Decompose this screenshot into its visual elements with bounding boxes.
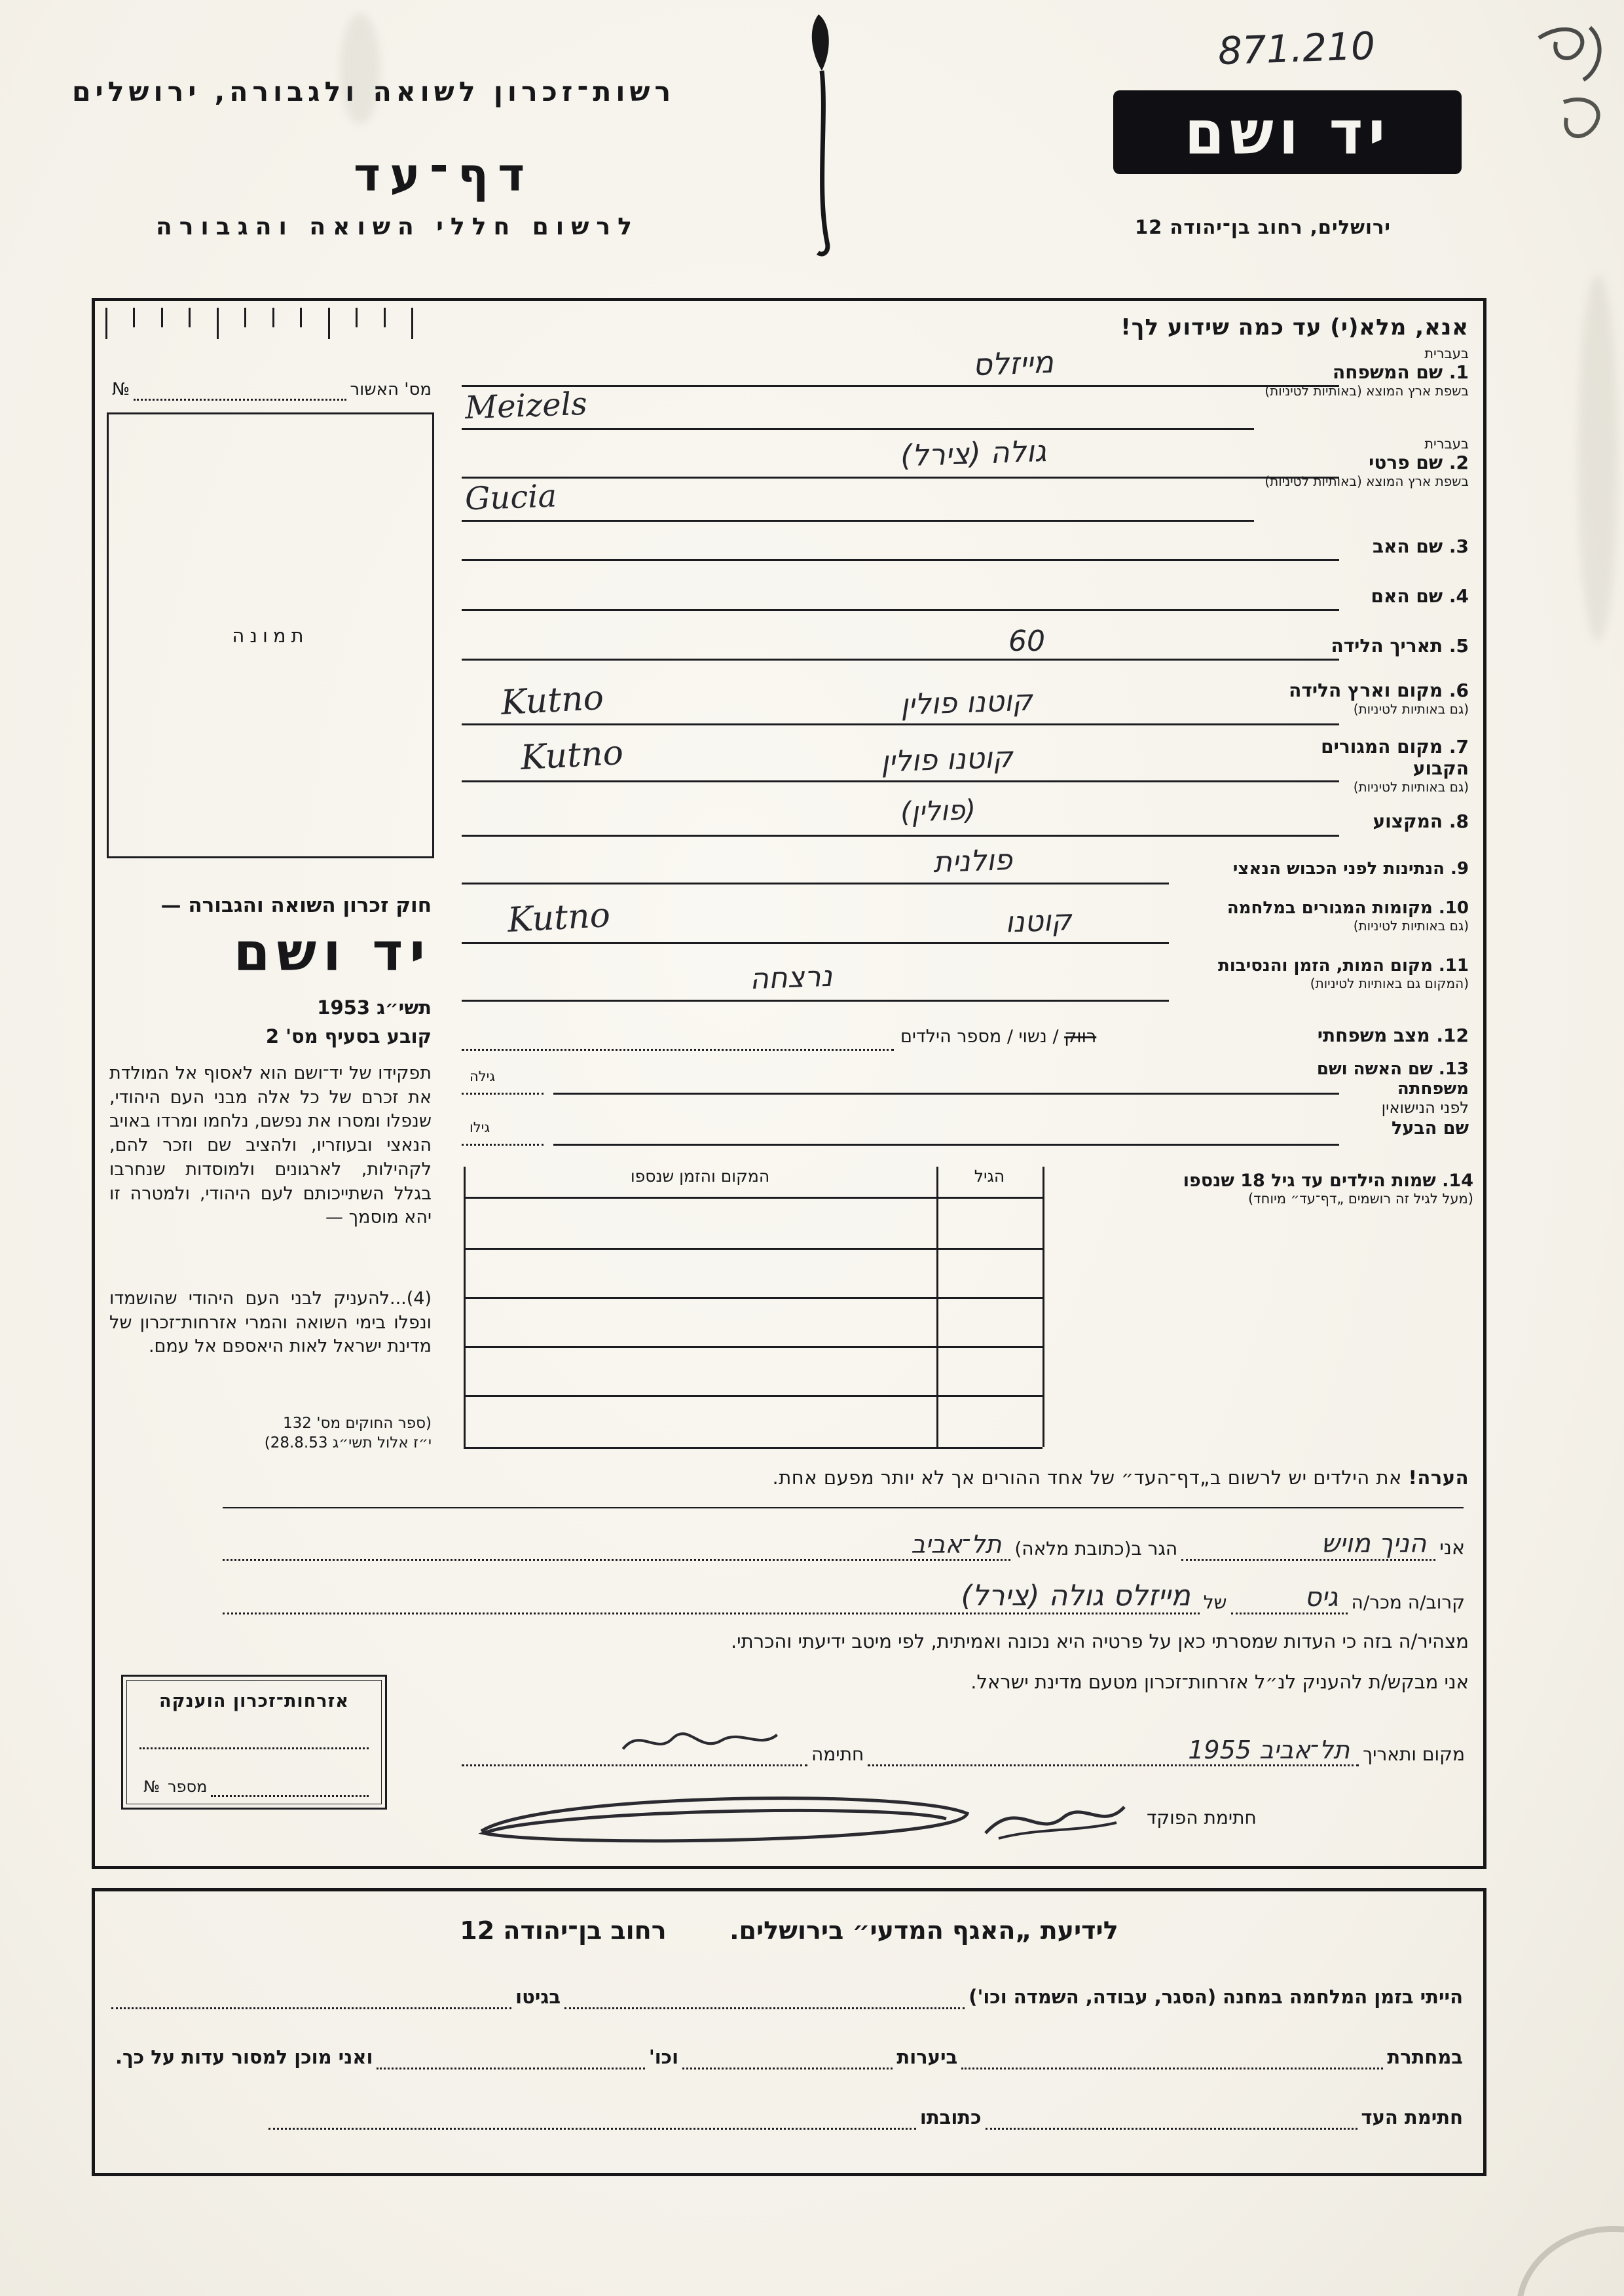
law-clause-line: קובע בסעיף מס' 2 — [265, 1025, 432, 1048]
law-body: תפקידו של יד־ושם הוא לאסוף אל המולדת את זכרם של כל אלה מבני העם היהודי, שנפלו ומסרו את נפשם, נלחמו ומרדו באויב הנאצי ובעוזריו, ולהציב שם וזכר להם, לקהילות, לארגונים ולמוסדות שנחרבו בגלל השתייכותם לעם היהודי, ולמטרה זו יהא מוסמך — — [109, 1063, 432, 1228]
handwritten-surname-hebrew: מייזלס — [972, 344, 1054, 383]
clerk-signature-scribble — [979, 1794, 1130, 1849]
field-11-label: 11. מקום המות, הזמן והנסיבות — [1218, 956, 1469, 975]
witness-signature-blank — [986, 2124, 1357, 2130]
photo-box — [107, 412, 434, 858]
writing-line — [462, 385, 1339, 387]
table-line — [464, 1297, 1043, 1299]
ghetto-label: בגיטו — [515, 1986, 561, 2008]
children-table-col-age: הגיל — [974, 1167, 1005, 1186]
signature-label: חתימה — [811, 1743, 864, 1765]
writing-line — [553, 1093, 1339, 1095]
main-form — [92, 298, 1486, 1869]
table-line — [464, 1197, 1043, 1199]
handwritten-birthplace-hebrew: קוטנו פולין — [900, 683, 1033, 722]
handwritten-declarant-address: תל־אביב — [911, 1530, 1002, 1559]
of-label: של — [1203, 1592, 1227, 1613]
separator-rule — [223, 1507, 1464, 1508]
clerk-signature-label: חתימת הפוקד — [1147, 1807, 1257, 1829]
option-married-children: / נשוי / מספר הילדים — [900, 1027, 1059, 1047]
agency-name: רשות־זכרון לשואה ולגבורה, ירושלים — [72, 76, 676, 107]
photo-label: תמונה — [232, 624, 309, 647]
witness-address-label: כתובתו — [919, 2106, 982, 2128]
ready-to-testify-label: ואני מוכן למסור עדות על כך. — [115, 2046, 373, 2068]
approval-number-label: מס' האשור — [350, 380, 432, 399]
etc-label: וכו' — [648, 2046, 679, 2068]
writing-line — [462, 659, 1339, 661]
field-6-sub: (גם באותיות לטיניות) — [1353, 701, 1469, 717]
field-14-sub: (מעל לגיל זה רושמים „דף־עד״ מיוחד) — [1247, 1191, 1473, 1207]
writing-line — [553, 1144, 1339, 1146]
serial-number-handwritten: 871.210 — [1217, 23, 1376, 74]
handwritten-wartime-residence-latin: Kutno — [506, 895, 612, 941]
relation-row — [223, 1580, 1469, 1614]
age-blank — [462, 1144, 544, 1146]
citizenship-blank — [139, 1747, 369, 1749]
note-head: הערה! — [1408, 1467, 1469, 1489]
form-title: דף־עד — [354, 148, 534, 202]
field-10-sub: (גם באותיות לטיניות) — [1353, 918, 1469, 934]
field-12-options — [900, 1027, 1096, 1047]
scan-artifact-streak — [789, 7, 855, 264]
field-9-label: 9. הנתינות לפני הכבוש הנאצי — [1232, 859, 1469, 879]
oval-scribble — [462, 1782, 986, 1857]
field-7-sub: (גם באותיות לטיניות) — [1353, 779, 1469, 795]
field-2-sub-bottom: בשפת ארץ המוצא (באותיות לטיניות) — [1264, 473, 1469, 489]
field-10-label: 10. מקומות המגורים במלחמה — [1227, 898, 1469, 918]
law-clause4: (4)...להעניק לבני העם היהודי שהושמדו ונפלו בימי השואה והמרי אזרחות־זכרון של מדינת ישראל לאות היאספם אל עמם. — [109, 1288, 432, 1357]
handwritten-profession: (פולין) — [900, 793, 976, 828]
margin-scribbles — [1526, 16, 1617, 162]
scientific-dept-section — [92, 1888, 1486, 2176]
note-line — [773, 1467, 1469, 1489]
yad-vashem-law-logo: יד ושם — [233, 922, 432, 983]
writing-line — [462, 780, 1339, 782]
law-footnote — [109, 1414, 432, 1453]
field-2-label: 2. שם פרטי — [1369, 452, 1469, 473]
table-rule — [1043, 1167, 1044, 1447]
relation-label: קרוב/ה מכר/ה — [1351, 1592, 1465, 1613]
citizenship-box — [121, 1675, 387, 1810]
field-5-label: 5. תאריך הלידה — [1331, 635, 1469, 657]
underground-forests-row — [111, 2038, 1467, 2069]
underground-blank — [961, 2064, 1383, 2069]
handwritten-subject-name: מייזלס גולה (צירל) — [961, 1579, 1190, 1613]
place-date-blank — [868, 1736, 1359, 1766]
writing-line — [462, 1049, 894, 1051]
etc-blank — [377, 2064, 644, 2069]
field-11-label-block — [1187, 956, 1469, 991]
logo-address: ירושלים, רחוב בן־יהודה 12 — [1135, 216, 1391, 238]
scan-smudge — [1578, 275, 1617, 642]
scientific-dept-title-main: לידיעת „האגף המדעי״ בירושלים. — [729, 1916, 1118, 1945]
field-3-label: 3. שם האב — [1372, 536, 1469, 557]
writing-line — [462, 835, 1339, 837]
table-line — [464, 1346, 1043, 1348]
handwritten-death-circumstances: נרצחה — [749, 959, 833, 996]
scan-smudge — [341, 13, 380, 124]
handwritten-surname-latin: Meizels — [464, 385, 588, 427]
resident-label: הגר ב(כתובת מלאה) — [1014, 1538, 1178, 1559]
place-date-label: מקום ותאריך — [1363, 1743, 1465, 1765]
law-title: חוק זכרון השואה והגבורה — — [160, 894, 432, 917]
option-single: רווק — [1064, 1027, 1097, 1047]
table-rule — [464, 1167, 466, 1447]
citizenship-title: אזרחות־זכרון הוענקה — [159, 1691, 349, 1711]
field-11-sub: (המקום גם באותיות לטיניות) — [1310, 975, 1469, 991]
declaration-statement-2: אני מבקש/ת להעניק לנ״ל אזרחות־זכרון מטעם מדינת ישראל. — [970, 1671, 1469, 1693]
forests-blank — [682, 2064, 893, 2069]
writing-line — [462, 609, 1339, 611]
yad-vashem-logo — [1113, 90, 1462, 174]
declarant-row — [223, 1531, 1469, 1561]
writing-line — [462, 723, 1339, 725]
field-2-label-block — [1259, 436, 1469, 489]
age-blank — [462, 1093, 544, 1095]
table-line — [464, 1447, 1043, 1449]
handwritten-birthplace-latin: Kutno — [500, 678, 605, 723]
field-12-label: 12. מצב משפחתי — [1317, 1025, 1469, 1046]
field-2-sub-top: בעברית — [1424, 436, 1469, 452]
field-1-sub-bottom: בשפת ארץ המוצא (באותיות לטיניות) — [1264, 383, 1469, 399]
citizenship-number-row — [139, 1772, 369, 1797]
handwritten-residence-latin: Kutno — [519, 733, 625, 778]
field-10-label-block — [1187, 898, 1469, 934]
camp-label: הייתי בזמן המלחמה במחנה (הסגר, עבודה, השמדה וכו') — [969, 1986, 1463, 2008]
yad-vashem-logo-text: יד ושם — [1184, 96, 1391, 168]
field-7-label-block — [1259, 736, 1469, 795]
form-subtitle: לרשום חללי השואה והגבורה — [156, 213, 639, 240]
table-rule — [936, 1167, 938, 1447]
handwritten-place-date: תל־אביב 1955 — [1188, 1736, 1350, 1764]
handwritten-birth-date: 60 — [1008, 625, 1045, 658]
i-label: אני — [1439, 1537, 1465, 1559]
handwritten-nationality: פולנית — [932, 843, 1013, 880]
writing-line — [462, 1000, 1169, 1002]
husband-age-label: גילו — [470, 1120, 490, 1135]
field-1-label-block — [1259, 346, 1469, 399]
ghetto-blank — [111, 2003, 511, 2009]
approval-number-row — [108, 374, 435, 401]
field-14-label-block — [1054, 1171, 1473, 1207]
table-line — [464, 1248, 1043, 1250]
husband-name-label: שם הבעל — [1391, 1118, 1469, 1139]
field-4-label: 4. שם האם — [1371, 585, 1469, 607]
children-table-col-place: המקום והזמן שנספו — [630, 1167, 770, 1186]
declarant-address-blank — [223, 1530, 1010, 1561]
law-footnote-line1: (ספר החוקים מס' 132 — [283, 1415, 432, 1432]
numero-sign: № — [143, 1777, 160, 1796]
writing-line — [462, 559, 1339, 561]
citizenship-number-label: מספר — [167, 1777, 208, 1796]
ruler-ticks — [105, 308, 413, 340]
wife-age-label: גילה — [470, 1068, 496, 1084]
handwritten-relation: גיס — [1304, 1582, 1338, 1613]
scan-artifact-corner — [1516, 2226, 1624, 2296]
place-date-signature-row — [462, 1727, 1469, 1766]
writing-line — [462, 520, 1254, 522]
field-13-label2: לפני הנישואין — [1381, 1099, 1469, 1117]
field-13-label: 13. שם האשה ושם משפחתה — [1316, 1059, 1469, 1099]
handwritten-firstname-hebrew: גולה (צירל) — [900, 433, 1047, 473]
scientific-dept-title-address: רחוב בן־יהודה 12 — [460, 1916, 667, 1945]
field-14-label: 14. שמות הילדים עד גיל 18 שנספו — [1183, 1171, 1473, 1191]
citizenship-number-blank — [211, 1791, 369, 1797]
declaration-statement-1: מצהיר/ה בזה כי העדות שמסרתי כאן על פרטיה היא נכונה ואמיתית, לפי מיטב ידיעתי והכרתי. — [730, 1630, 1469, 1652]
scientific-dept-title — [95, 1916, 1483, 1945]
writing-line — [462, 883, 1169, 884]
camp-blank — [564, 2003, 965, 2009]
law-year: תשי״ג 1953 — [317, 996, 432, 1019]
field-7-label: 7. מקום המגורים הקבוע — [1321, 736, 1469, 779]
handwritten-declarant-name: הניך מויש — [1321, 1529, 1427, 1559]
law-footnote-line2: י״ז אלול תשי״ג 28.8.53) — [264, 1434, 432, 1451]
field-13-label-block — [1246, 1059, 1469, 1117]
writing-line — [462, 428, 1254, 430]
relation-blank — [1231, 1582, 1348, 1614]
signature-scribble — [602, 1722, 798, 1760]
underground-label: במחתרת — [1387, 2046, 1463, 2068]
forests-label: ביערות — [896, 2046, 958, 2068]
handwritten-residence-hebrew: קוטנו פולין — [880, 740, 1014, 779]
witness-signature-row — [111, 2098, 1467, 2130]
handwritten-firstname-latin: Gucia — [464, 477, 558, 518]
signature-blank — [462, 1722, 807, 1766]
numero-sign: № — [112, 380, 130, 399]
field-1-sub-top: בעברית — [1424, 346, 1469, 361]
handwritten-wartime-residence-hebrew: קוטנו — [1005, 903, 1073, 939]
approval-number-blank — [134, 395, 346, 401]
field-6-label-block — [1259, 680, 1469, 717]
note-text: את הילדים יש לרשום ב„דף־העד״ של אחד ההורים אך לא יותר מפעם אחת. — [772, 1467, 1402, 1489]
field-1-label: 1. שם המשפחה — [1333, 361, 1469, 383]
witness-signature-label: חתימת העד — [1361, 2106, 1463, 2128]
witness-address-blank — [268, 2124, 916, 2130]
table-line — [464, 1395, 1043, 1397]
fill-in-instruction: אנא, מלא(י) עד כמה שידוע לך! — [1120, 314, 1469, 340]
declarant-name-blank — [1181, 1529, 1435, 1561]
field-8-label: 8. המקצוע — [1373, 811, 1469, 832]
camp-ghetto-row — [111, 1978, 1467, 2009]
field-6-label: 6. מקום וארץ הלידה — [1289, 680, 1469, 701]
writing-line — [462, 942, 1169, 944]
subject-name-blank — [223, 1579, 1200, 1614]
writing-line — [462, 477, 1339, 479]
